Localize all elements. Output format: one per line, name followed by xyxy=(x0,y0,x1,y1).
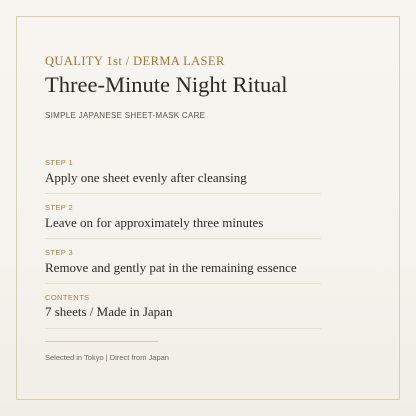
contents-text: 7 sheets / Made in Japan xyxy=(45,304,173,319)
step-1-text: Apply one sheet evenly after cleansing xyxy=(45,170,247,185)
footer-text: Selected in Tokyo | Direct from Japan xyxy=(45,353,169,362)
step-1-label: STEP 1 xyxy=(45,158,74,167)
divider xyxy=(45,328,321,329)
page-title: Three-Minute Night Ritual xyxy=(45,72,288,97)
contents-label: CONTENTS xyxy=(45,293,90,302)
divider xyxy=(45,238,321,239)
subtitle: SIMPLE JAPANESE SHEET-MASK CARE xyxy=(45,111,206,120)
divider xyxy=(45,283,321,284)
step-3-label: STEP 3 xyxy=(45,248,74,257)
step-2-label: STEP 2 xyxy=(45,203,74,212)
step-2-text: Leave on for approximately three minutes xyxy=(45,215,264,230)
step-3-text: Remove and gently pat in the remaining essence xyxy=(45,260,297,275)
footer-divider xyxy=(45,341,158,342)
brand-line: QUALITY 1st / DERMA LASER xyxy=(45,54,225,68)
divider xyxy=(45,193,321,194)
